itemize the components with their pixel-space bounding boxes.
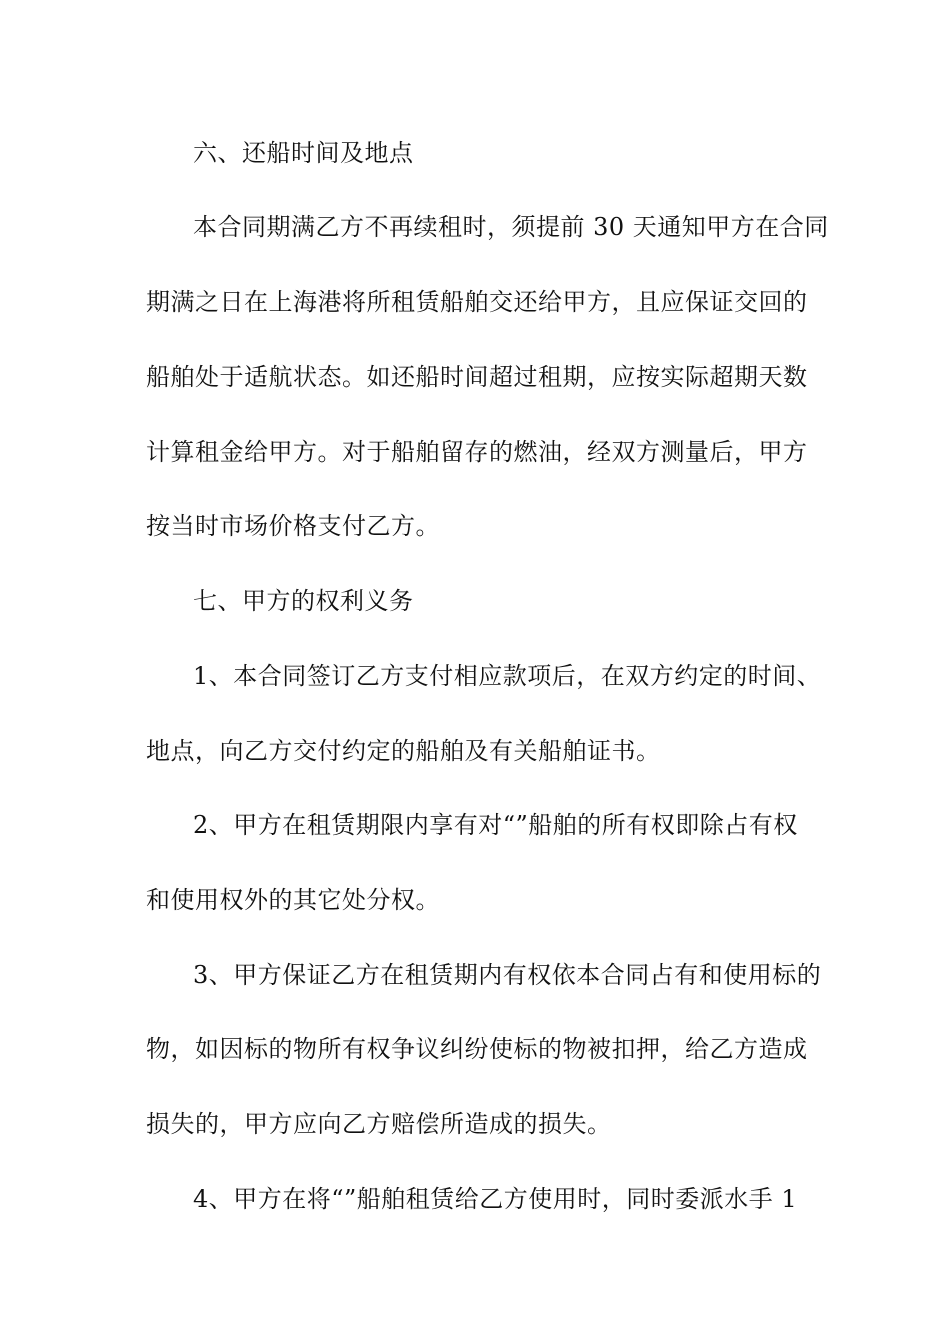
paragraph-line: 物，如因标的物所有权争议纠纷使标的物被扣押，给乙方造成	[146, 1035, 808, 1063]
paragraph-line: 2、甲方在租赁期限内享有对“”船舶的所有权即除占有权	[193, 811, 798, 839]
paragraph-line: 4、甲方在将“”船舶租赁给乙方使用时，同时委派水手 1	[193, 1185, 798, 1213]
paragraph-line: 本合同期满乙方不再续租时，须提前 30 天通知甲方在合同	[193, 213, 829, 241]
paragraph-line: 和使用权外的其它处分权。	[146, 886, 440, 914]
paragraph-line: 按当时市场价格支付乙方。	[146, 512, 440, 540]
section-heading-6: 六、还船时间及地点	[193, 139, 414, 167]
paragraph-line: 期满之日在上海港将所租赁船舶交还给甲方，且应保证交回的	[146, 288, 808, 316]
paragraph-line: 船舶处于适航状态。如还船时间超过租期，应按实际超期天数	[146, 363, 808, 391]
paragraph-line: 地点，向乙方交付约定的船舶及有关船舶证书。	[146, 737, 661, 765]
paragraph-line: 损失的，甲方应向乙方赔偿所造成的损失。	[146, 1110, 612, 1138]
paragraph-line: 计算租金给甲方。对于船舶留存的燃油，经双方测量后，甲方	[146, 438, 808, 466]
paragraph-line: 1、本合同签订乙方支付相应款项后，在双方约定的时间、	[193, 662, 822, 690]
section-heading-7: 七、甲方的权利义务	[193, 587, 414, 615]
paragraph-line: 3、甲方保证乙方在租赁期内有权依本合同占有和使用标的	[193, 961, 822, 989]
